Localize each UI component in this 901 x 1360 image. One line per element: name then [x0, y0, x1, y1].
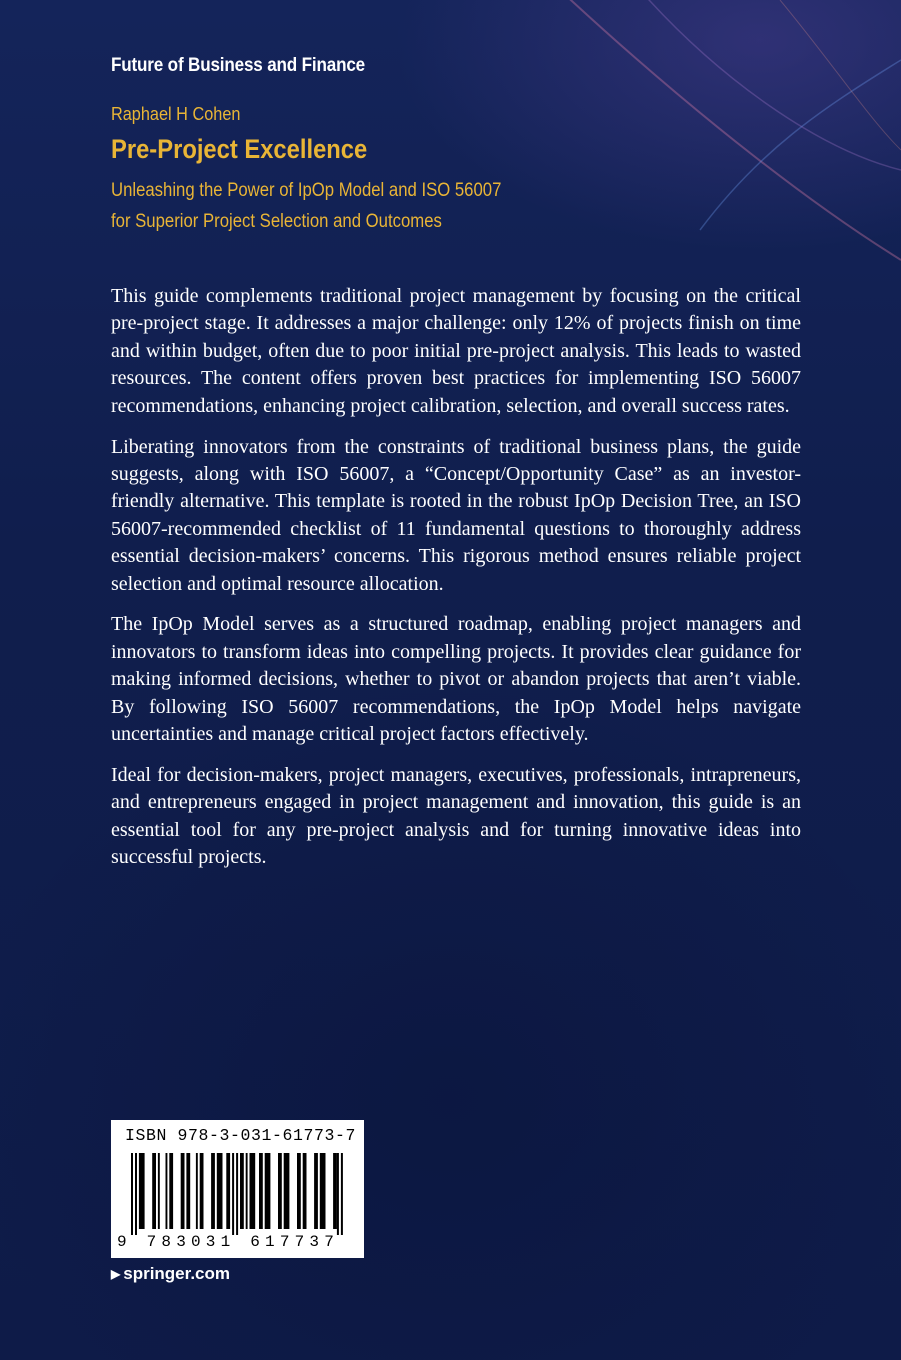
- barcode-bar: [217, 1153, 223, 1229]
- blurb-paragraph: Liberating innovators from the constraints of traditional business plans, the guide suggests, along with ISO 56007, a “Concept/Opportunity Case” as an investor-friendly alternative. This template is rooted in the robust IpOp Decision Tree, an ISO 56007-recommended checklist of 11 fundamental questions to thoroughly address essential decision-makers’ concerns. This rigorous method ensures reliable project selection and optimal resource allocation.: [111, 435, 801, 595]
- subtitle-line: Unleashing the Power of IpOp Model and ISO 56007: [111, 180, 502, 201]
- blurb-paragraph: Ideal for decision-makers, project managers, executives, professionals, intrapreneurs, and entrepreneurs engaged in project management and innovation, this guide is an essential tool for any pre-project analysis and for turning innovative ideas into successful projects.: [111, 764, 801, 869]
- barcode-bar: [169, 1153, 173, 1229]
- barcode-bar: [320, 1153, 326, 1229]
- barcode-bar: [297, 1153, 301, 1229]
- book-subtitle: [111, 175, 501, 237]
- blurb: [111, 283, 801, 885]
- barcode-bar: [278, 1153, 282, 1229]
- barcode-bar: [250, 1153, 256, 1229]
- barcode-bar: [314, 1153, 318, 1229]
- subtitle-line: for Superior Project Selection and Outcomes: [111, 211, 442, 232]
- barcode-guard-bar: [131, 1153, 133, 1235]
- barcode-bar: [303, 1153, 307, 1229]
- series-title: Future of Business and Finance: [111, 55, 365, 76]
- barcode-bar: [200, 1153, 204, 1229]
- barcode-guard-bar: [337, 1153, 339, 1235]
- barcode-bar: [139, 1153, 145, 1229]
- barcode-bar: [211, 1153, 215, 1229]
- isbn-number: ISBN 978-3-031-61773-7: [125, 1126, 357, 1145]
- blurb-paragraph: The IpOp Model serves as a structured roadmap, enabling project managers and innovators to transform ideas into compelling projects. It provides clear guidance for making informed decisions, whether to pivot or abandon projects that aren’t viable. By following ISO 56007 recommendations, the IpOp Model helps navigate uncertainties and manage critical project factors effectively.: [111, 613, 801, 746]
- barcode-bar: [158, 1153, 160, 1229]
- isbn-barcode: [111, 1120, 364, 1258]
- barcode-digits: 9 783031 617737: [117, 1233, 340, 1251]
- barcode-bar: [226, 1153, 230, 1229]
- barcode-guard-bar: [236, 1153, 238, 1235]
- play-arrow-icon: ▶: [111, 1267, 121, 1281]
- barcode-bar: [259, 1153, 263, 1229]
- barcode-bar: [181, 1153, 185, 1229]
- author-name: Raphael H Cohen: [111, 103, 241, 124]
- barcode-bar: [265, 1153, 271, 1229]
- barcode-bar: [246, 1153, 248, 1229]
- barcode-bar: [166, 1153, 168, 1229]
- barcode-guard-bar: [135, 1153, 137, 1235]
- barcode-bar: [196, 1153, 198, 1229]
- publisher-link-text: springer.com: [123, 1264, 230, 1283]
- barcode-bar: [152, 1153, 156, 1229]
- barcode-bar: [240, 1153, 244, 1229]
- barcode-guard-bar: [341, 1153, 343, 1235]
- barcode-guard-bar: [232, 1153, 234, 1235]
- blurb-paragraph: This guide complements traditional project management by focusing on the critical pre-project stage. It addresses a major challenge: only 12% of projects finish on time and within budget, often due to poor initial pre-project analysis. This leads to wasted resources. The content offers proven best practices for implementing ISO 56007 recommendations, enhancing project calibration, selection, and overall success rates.: [111, 285, 801, 417]
- book-title: Pre-Project Excellence: [111, 134, 368, 164]
- publisher-link[interactable]: [111, 1264, 230, 1284]
- barcode-bar: [284, 1153, 290, 1229]
- barcode-bars: [131, 1153, 351, 1235]
- barcode-bar: [186, 1153, 190, 1229]
- barcode-bar: [333, 1153, 337, 1229]
